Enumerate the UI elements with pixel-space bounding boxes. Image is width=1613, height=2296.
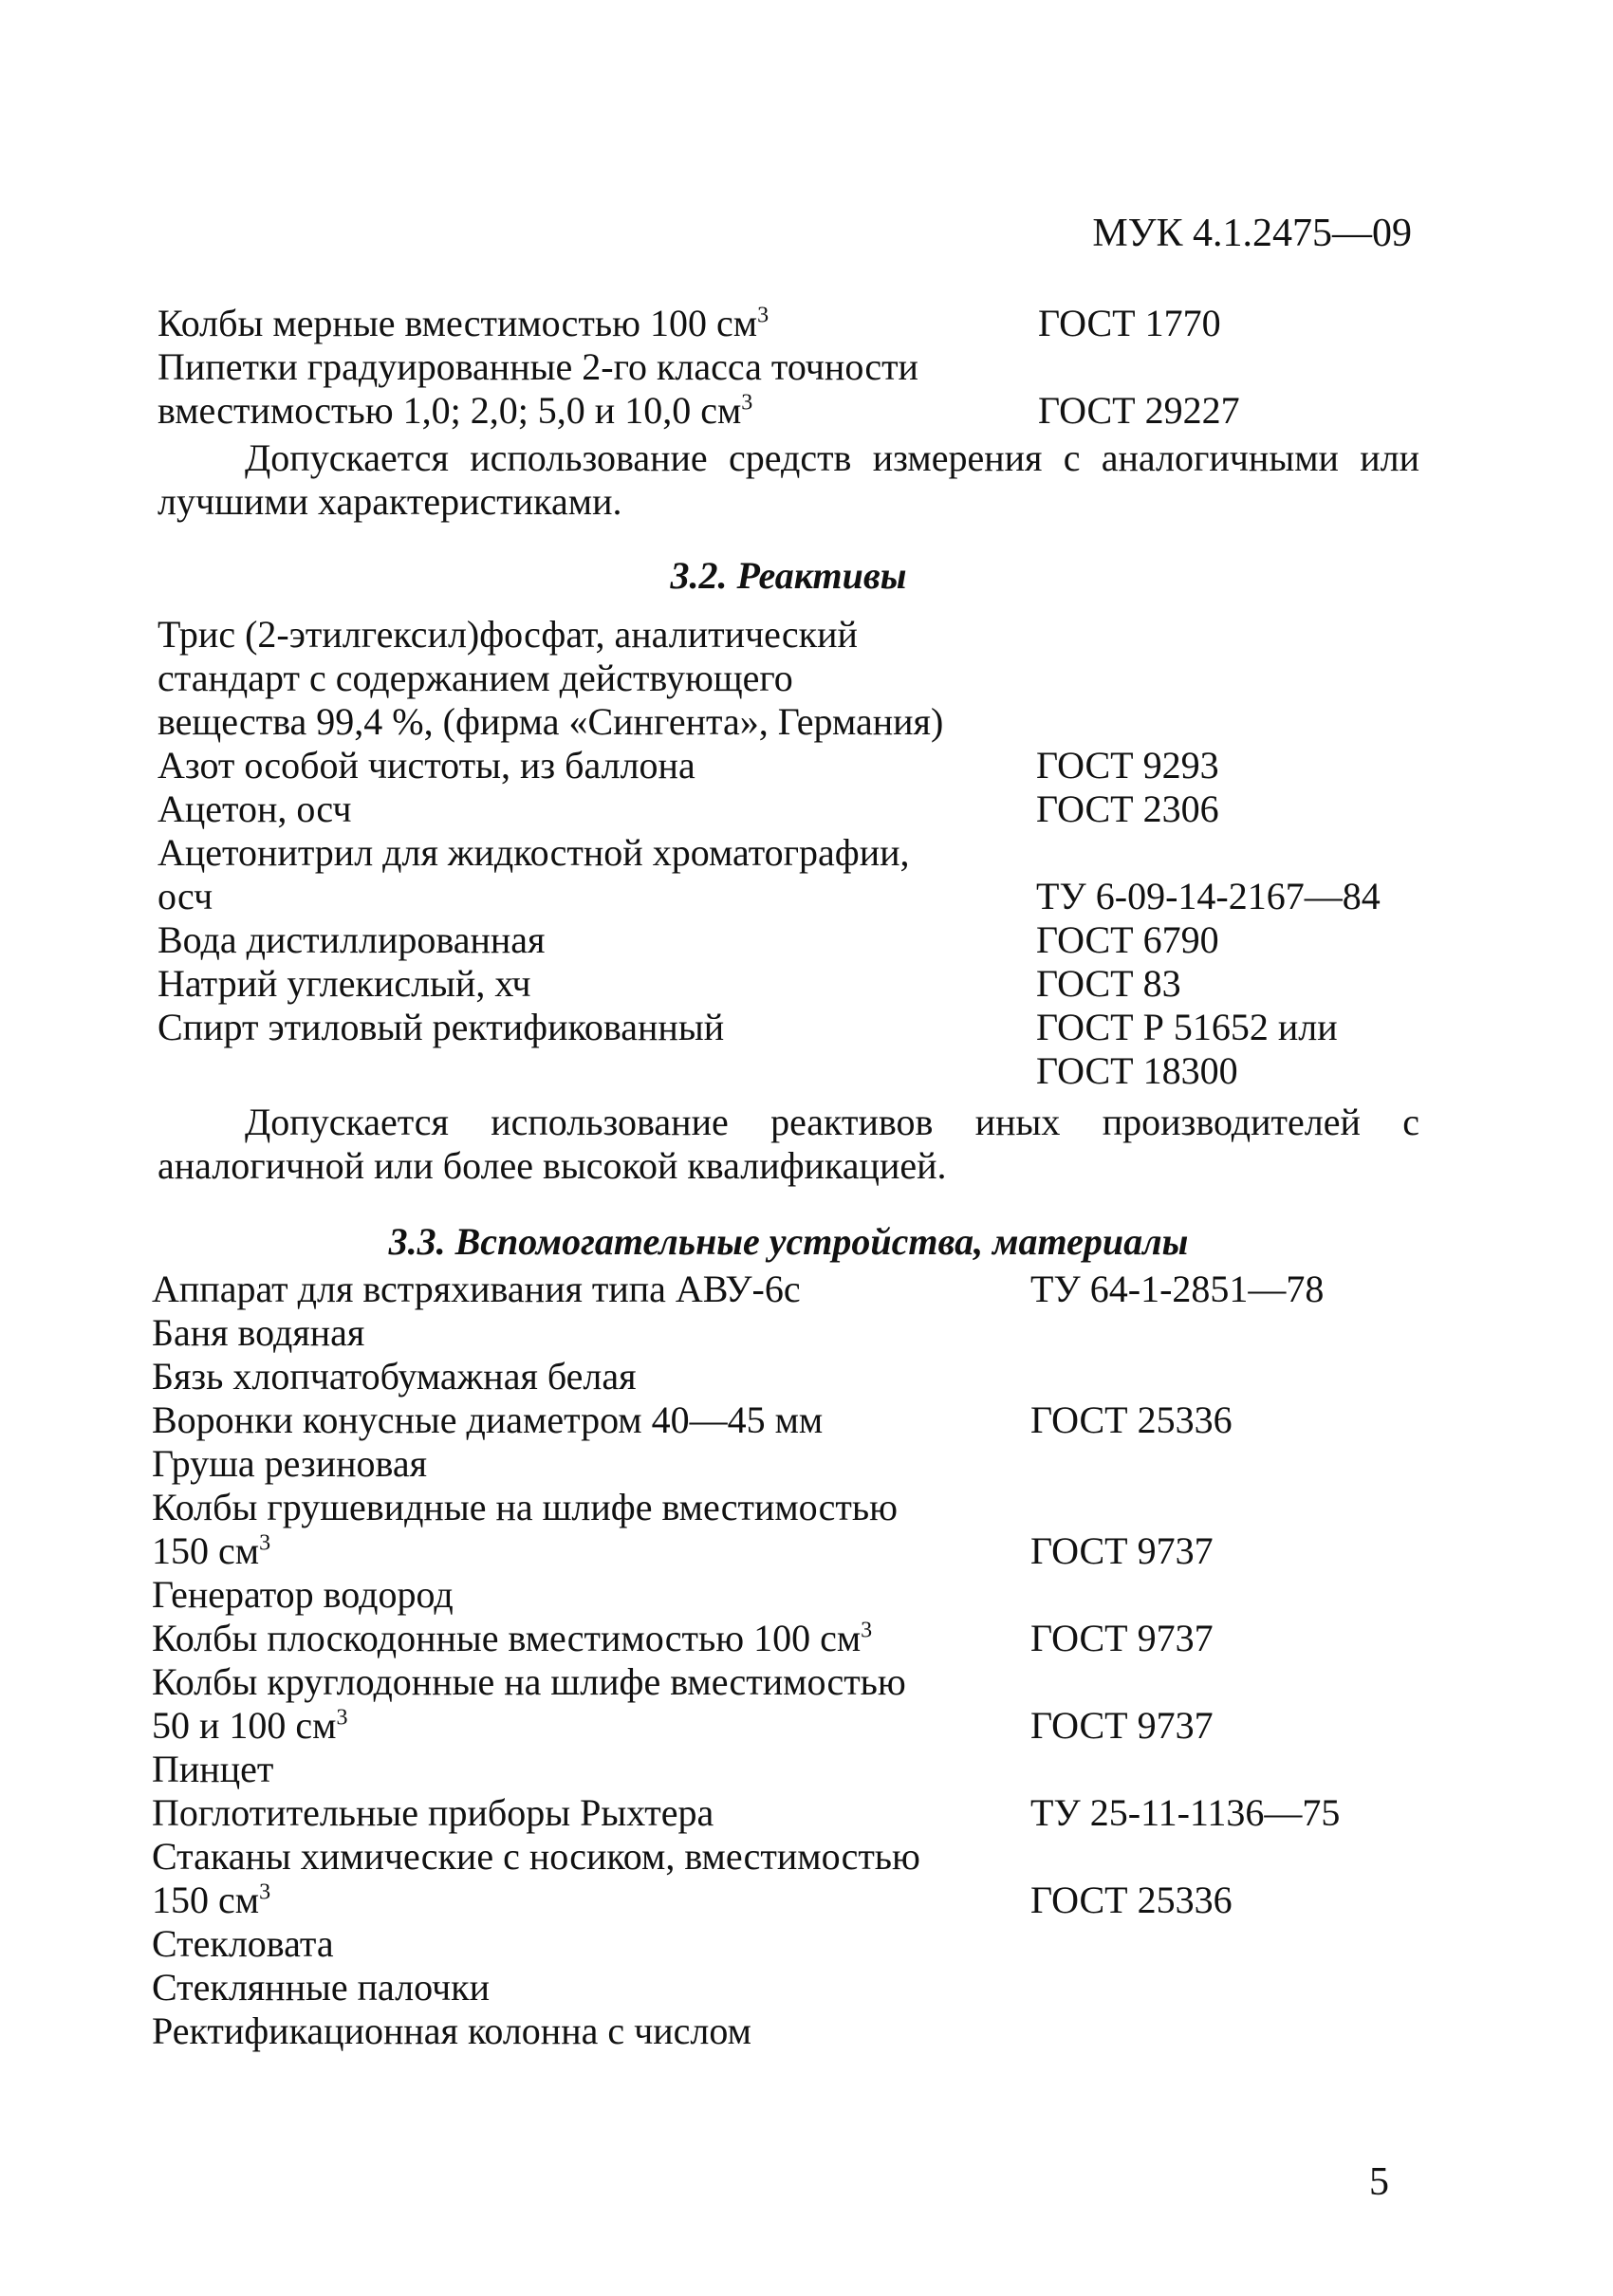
- superscript: 3: [259, 1530, 271, 1556]
- item-standard: ТУ 64-1-2851—78: [1030, 1268, 1325, 1310]
- list-item: [158, 657, 1419, 700]
- list-item: [158, 302, 1419, 345]
- item-standard: ТУ 6-09-14-2167—84: [1036, 875, 1381, 917]
- list-item: [152, 1617, 1419, 1660]
- list-item: [158, 962, 1419, 1006]
- item-name: Аппарат для встряхивания типа АВУ-6с: [152, 1268, 801, 1310]
- list-item: [158, 613, 1419, 657]
- list-item: [158, 700, 1419, 744]
- item-name: Генератор водород: [152, 1573, 454, 1616]
- item-name: Воронки конусные диаметром 40—45 мм: [152, 1398, 824, 1441]
- list-item: [152, 1573, 1419, 1617]
- item-standard: ГОСТ 83: [1036, 962, 1181, 1005]
- item-name: Груша резиновая: [152, 1442, 427, 1485]
- list-item: [152, 2009, 1419, 2053]
- item-standard: ГОСТ 1770: [1038, 302, 1221, 344]
- item-standard: ГОСТ 9737: [1030, 1704, 1214, 1747]
- item-name: 150 см: [152, 1529, 260, 1572]
- item-name: Поглотительные приборы Рыхтера: [152, 1791, 714, 1834]
- list-item: [158, 875, 1419, 918]
- reagents-note: Допускается использование реактивов иных производителей с аналогичной или более высокой квалификацией.: [158, 1101, 1419, 1187]
- list-item: [158, 389, 1419, 433]
- item-standard: ГОСТ 6790: [1036, 918, 1219, 961]
- item-name: Пинцет: [152, 1748, 274, 1790]
- item-standard: ГОСТ Р 51652 или: [1036, 1006, 1338, 1048]
- list-item: [152, 1791, 1419, 1835]
- list-item: [152, 1922, 1419, 1966]
- item-standard: ГОСТ 9737: [1030, 1529, 1214, 1572]
- list-item: [152, 1398, 1419, 1442]
- auxiliary-list: [152, 1268, 1419, 2053]
- item-name: Спирт этиловый ректификованный: [158, 1006, 725, 1048]
- list-item: [152, 1966, 1419, 2009]
- item-name: Ацетонитрил для жидкостной хроматографии,: [158, 831, 910, 874]
- list-item: [152, 1355, 1419, 1398]
- item-name: Ацетон, осч: [158, 787, 352, 830]
- item-name: Колбы плоскодонные вместимостью 100 см: [152, 1617, 862, 1659]
- item-name: Бязь хлопчатобумажная белая: [152, 1355, 637, 1398]
- list-item: [158, 345, 1419, 389]
- page-number: 5: [1369, 2160, 1389, 2204]
- instruments-list: [158, 302, 1419, 433]
- item-name: Ректификационная колонна с числом: [152, 2009, 751, 2052]
- item-name: вещества 99,4 %, (фирма «Сингента», Германия): [158, 700, 944, 743]
- instruments-note: Допускается использование средств измерения с аналогичными или лучшими характеристиками.: [158, 436, 1419, 523]
- item-name: Трис (2-этилгексил)фосфат, аналитический: [158, 613, 858, 656]
- list-item: [152, 1660, 1419, 1704]
- list-item: [152, 1486, 1419, 1529]
- list-item: [152, 1529, 1419, 1573]
- superscript: 3: [741, 390, 753, 416]
- list-item: [158, 744, 1419, 787]
- item-standard: ГОСТ 2306: [1036, 787, 1219, 830]
- list-item: [158, 831, 1419, 875]
- reagents-list: [158, 613, 1419, 1093]
- document-code: МУК 4.1.2475—09: [1092, 212, 1412, 255]
- item-name: Колбы грушевидные на шлифе вместимостью: [152, 1486, 899, 1528]
- section-heading-reagents: 3.2. Реактивы: [670, 554, 907, 597]
- list-item: [152, 1704, 1419, 1748]
- list-item: [158, 918, 1419, 962]
- list-item: [152, 1442, 1419, 1486]
- item-standard: ГОСТ 18300: [1036, 1049, 1238, 1092]
- list-item: [152, 1835, 1419, 1879]
- item-name: Колбы круглодонные на шлифе вместимостью: [152, 1660, 906, 1703]
- item-name: Стеклянные палочки: [152, 1966, 491, 2009]
- superscript: 3: [259, 1879, 271, 1905]
- list-item: [158, 787, 1419, 831]
- item-name: Вода дистиллированная: [158, 918, 546, 961]
- superscript: 3: [336, 1705, 348, 1731]
- item-name: Пипетки градуированные 2-го класса точности: [158, 345, 918, 388]
- item-name: Колбы мерные вместимостью 100 см: [158, 302, 758, 344]
- list-item: [152, 1268, 1419, 1311]
- item-name: осч: [158, 875, 213, 917]
- item-standard: ГОСТ 9293: [1036, 744, 1219, 787]
- section-heading-auxiliary: 3.3. Вспомогательные устройства, материалы: [388, 1220, 1189, 1263]
- item-name: Стекловата: [152, 1922, 334, 1965]
- list-item: [158, 1049, 1419, 1093]
- list-item: [152, 1748, 1419, 1791]
- superscript: 3: [757, 303, 769, 328]
- item-standard: ГОСТ 25336: [1030, 1398, 1233, 1441]
- list-item: [158, 1006, 1419, 1049]
- item-name: Стаканы химические с носиком, вместимостью: [152, 1835, 920, 1878]
- list-item: [152, 1311, 1419, 1355]
- item-name: стандарт с содержанием действующего: [158, 657, 793, 699]
- item-standard: ТУ 25-11-1136—75: [1030, 1791, 1341, 1834]
- item-standard: ГОСТ 25336: [1030, 1879, 1233, 1921]
- list-item: [152, 1879, 1419, 1922]
- item-standard: ГОСТ 9737: [1030, 1617, 1214, 1659]
- item-name: 150 см: [152, 1879, 260, 1921]
- item-name: Баня водяная: [152, 1311, 365, 1354]
- item-name: Натрий углекислый, хч: [158, 962, 531, 1005]
- superscript: 3: [861, 1618, 873, 1643]
- item-name: 50 и 100 см: [152, 1704, 337, 1747]
- item-standard: ГОСТ 29227: [1038, 389, 1240, 432]
- item-name: вместимостью 1,0; 2,0; 5,0 и 10,0 см: [158, 389, 742, 432]
- item-name: Азот особой чистоты, из баллона: [158, 744, 695, 787]
